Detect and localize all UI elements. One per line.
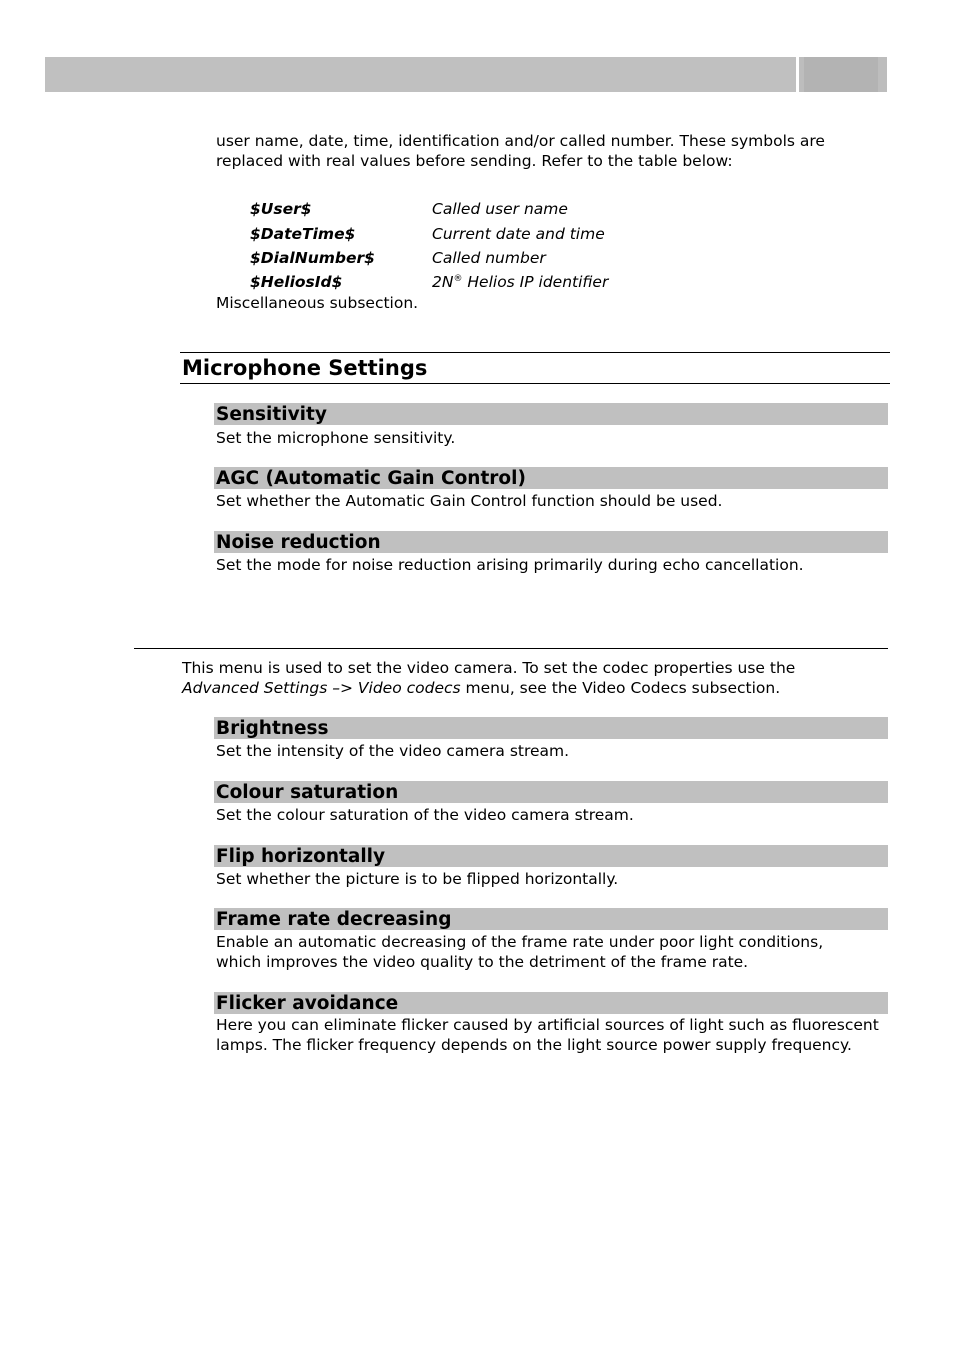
subheading-brightness: Brightness [214, 717, 888, 739]
page-header-tab [799, 57, 887, 92]
symbol-name: $DateTime$ [250, 225, 356, 243]
section-divider [134, 648, 888, 649]
description-line-2: lamps. The flicker frequency depends on the light source power supply frequency. [216, 1036, 852, 1054]
registered-mark: ® [453, 274, 463, 284]
symbol-row-heliosid [250, 272, 608, 292]
symbol-description-prefix: 2N [432, 273, 454, 291]
description-line-1: Here you can eliminate flicker caused by artificial sources of light such as fluorescent [216, 1016, 879, 1034]
subheading-flip-horizontally: Flip horizontally [214, 845, 888, 867]
symbol-description [432, 273, 608, 291]
intro-paragraph [216, 131, 896, 171]
description-flip-horizontally: Set whether the picture is to be flipped horizontally. [216, 870, 619, 888]
camera-intro [182, 658, 888, 698]
description-noise-reduction: Set the mode for noise reduction arising primarily during echo cancellation. [216, 556, 804, 574]
description-line-2: which improves the video quality to the detriment of the frame rate. [216, 953, 749, 971]
description-flicker-avoidance [216, 1015, 888, 1055]
description-agc: Set whether the Automatic Gain Control function should be used. [216, 492, 723, 510]
intro-line-2: replaced with real values before sending. Refer to the table below: [216, 152, 733, 170]
symbol-description: Called user name [432, 200, 568, 218]
symbol-row-dialnumber [250, 248, 546, 268]
camera-intro-rest: menu, see the Video Codecs subsection. [460, 679, 781, 697]
description-brightness: Set the intensity of the video camera stream. [216, 742, 570, 760]
description-line-1: Enable an automatic decreasing of the frame rate under poor light conditions, [216, 933, 824, 951]
subheading-colour-saturation: Colour saturation [214, 781, 888, 803]
symbol-description-suffix: Helios IP identifier [462, 273, 609, 291]
subheading-sensitivity: Sensitivity [214, 403, 888, 425]
description-sensitivity: Set the microphone sensitivity. [216, 429, 456, 447]
symbol-description: Called number [432, 249, 546, 267]
section-title-microphone: Microphone Settings [180, 352, 890, 384]
subheading-noise-reduction: Noise reduction [214, 531, 888, 553]
description-frame-rate-decreasing [216, 932, 888, 972]
intro-line-1: user name, date, time, identification and/or called number. These symbols are [216, 132, 825, 150]
symbol-description: Current date and time [432, 225, 605, 243]
misc-note: Miscellaneous subsection. [216, 294, 419, 312]
page-header-bar [45, 57, 796, 92]
subheading-flicker-avoidance: Flicker avoidance [214, 992, 888, 1014]
symbol-row-user [250, 199, 568, 219]
symbol-name: $User$ [250, 200, 312, 218]
subheading-agc: AGC (Automatic Gain Control) [214, 467, 888, 489]
camera-intro-line-1: This menu is used to set the video camera. To set the codec properties use the [182, 659, 796, 677]
symbol-name: $DialNumber$ [250, 249, 375, 267]
page-header-tab-inner [804, 57, 878, 92]
subheading-frame-rate-decreasing: Frame rate decreasing [214, 908, 888, 930]
symbol-name: $HeliosId$ [250, 273, 343, 291]
camera-intro-menu-path: Advanced Settings –> Video codecs [182, 679, 461, 697]
symbol-row-datetime [250, 224, 605, 244]
description-colour-saturation: Set the colour saturation of the video camera stream. [216, 806, 634, 824]
